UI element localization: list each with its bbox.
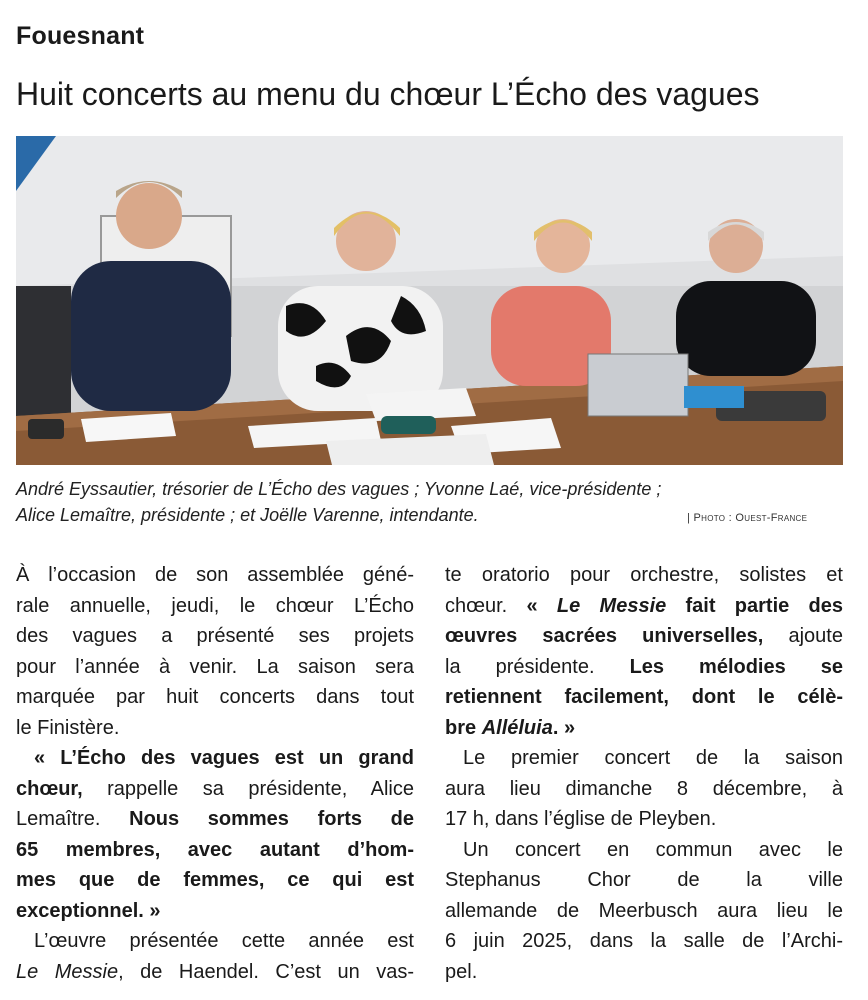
text-segment: Un concert en commun avec le xyxy=(463,838,843,861)
text-segment: Stephanus Chor de la ville xyxy=(445,869,843,891)
caption-line: André Eyssautier, trésorier de L’Écho des vagues ; Yvonne Laé, vice-présidente ; xyxy=(16,479,662,499)
caption-line: Alice Lemaître, présidente ; et Joëlle Varenne, intendante. xyxy=(16,505,479,525)
body-text-line xyxy=(16,591,414,622)
text-segment: chœur, xyxy=(16,777,83,800)
body-text-line xyxy=(445,591,843,622)
article-headline: Huit concerts au menu du chœur L’Écho des vagues xyxy=(16,76,760,112)
group-portrait-image xyxy=(16,136,843,465)
text-segment: À l’occasion de son assemblée géné- xyxy=(16,564,414,586)
text-segment: pour l’année à venir. La saison sera xyxy=(16,655,414,678)
text-segment: œuvres sacrées universelles, xyxy=(445,625,764,647)
body-text-line xyxy=(445,926,843,957)
text-segment: allemande de Meerbusch aura lieu le xyxy=(445,899,843,922)
body-text-line xyxy=(16,835,414,866)
body-text-line xyxy=(16,713,414,744)
body-text-line xyxy=(445,865,843,896)
text-segment: marquée par huit concerts dans tout xyxy=(16,686,414,708)
body-text-line xyxy=(16,652,414,683)
body-text-line xyxy=(445,713,843,744)
body-text-line xyxy=(445,682,843,713)
text-segment: pel. xyxy=(445,960,478,983)
text-segment: Le premier concert de la saison xyxy=(463,747,843,769)
body-text-line xyxy=(16,682,414,713)
text-segment: mes que de femmes, ce qui est xyxy=(16,869,414,891)
text-segment: retiennent facilement, dont le célè- xyxy=(445,686,843,708)
text-segment: te oratorio pour orchestre, solistes et xyxy=(445,564,843,586)
text-segment: Alléluia xyxy=(481,716,553,739)
text-segment: chœur. xyxy=(445,594,527,617)
text-segment: rappelle sa présidente, Alice xyxy=(82,777,414,800)
body-text-line xyxy=(445,621,843,652)
body-text-line xyxy=(16,774,414,805)
body-text-line xyxy=(445,835,843,866)
body-text-line xyxy=(445,560,843,591)
body-text-line xyxy=(445,652,843,683)
text-segment: la présidente. xyxy=(445,655,630,678)
body-text-line xyxy=(16,926,414,957)
text-segment: , de Haendel. C’est un vas- xyxy=(118,960,414,983)
article-body-right-column xyxy=(445,560,843,987)
text-segment: des vagues a présenté ses projets xyxy=(16,625,414,647)
text-segment: 6 juin 2025, dans la salle de l’Archi- xyxy=(445,930,843,952)
body-text-line xyxy=(16,957,414,988)
text-segment: exceptionnel. » xyxy=(16,899,161,922)
body-text-line xyxy=(16,804,414,835)
text-segment: 65 membres, avec autant d’hom- xyxy=(16,838,414,861)
body-text-line xyxy=(16,621,414,652)
text-segment: rale annuelle, jeudi, le chœur L’Écho xyxy=(16,594,414,617)
text-segment: Le Messie xyxy=(16,960,119,983)
text-segment: ajoute xyxy=(763,625,843,647)
body-text-line xyxy=(445,774,843,805)
text-segment: Lemaître. xyxy=(16,808,130,830)
text-segment: Le Messie xyxy=(556,594,667,617)
text-segment: « xyxy=(526,594,557,617)
body-text-line xyxy=(445,743,843,774)
text-segment: aura lieu dimanche 8 décembre, à xyxy=(445,777,843,800)
article-body-left-column xyxy=(16,560,414,987)
text-segment: fait partie des xyxy=(666,594,843,617)
text-segment: Les mélodies se xyxy=(629,655,843,678)
text-segment: le Finistère. xyxy=(16,716,120,739)
body-text-line xyxy=(445,896,843,927)
body-text-line xyxy=(16,743,414,774)
text-segment: « L’Écho des vagues est un grand xyxy=(34,747,414,769)
photo-credit: | Photo : Ouest-France xyxy=(687,512,808,524)
text-segment: Nous sommes forts de xyxy=(129,808,414,830)
text-segment: L’œuvre présentée cette année est xyxy=(34,930,414,952)
text-segment: 17 h, dans l’église de Pleyben. xyxy=(445,808,717,830)
body-text-line xyxy=(445,804,843,835)
body-text-line xyxy=(445,957,843,988)
article-photo xyxy=(16,136,843,465)
section-kicker: Fouesnant xyxy=(16,22,145,50)
body-text-line xyxy=(16,865,414,896)
body-text-line xyxy=(16,896,414,927)
text-segment: . » xyxy=(552,716,576,739)
text-segment: bre xyxy=(445,716,482,739)
body-text-line xyxy=(16,560,414,591)
